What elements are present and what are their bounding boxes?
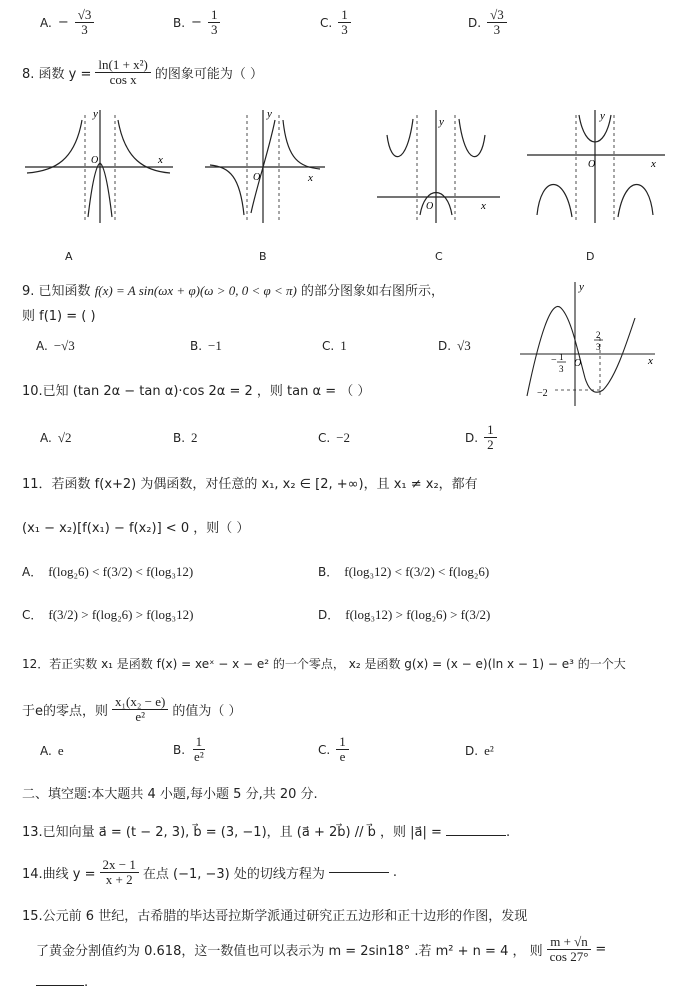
q8-graph-d [527, 110, 665, 223]
q12-stem-line2: 于e的零点，则 $\frac{\text{x₁(x₂ − e)}}{\text{e²}}$ 的值为（ ） [22, 694, 242, 725]
q12-stem-line1: 12．若正实数 x₁ 是函数 f(x) = xeˣ − x − e² 的一个零点， x₂ 是函数 g(x) = (x − e)(ln x − 1) − e³ 的一个大 [22, 657, 626, 671]
q11-stem-line2: (x₁ − x₂)[f(x₁) − f(x₂)] < 0 ，则（ ） [22, 521, 250, 536]
svg-text:−: − [551, 355, 557, 366]
q8-graph-c-origin: O [426, 201, 434, 212]
q9-stem-line1: 9. 已知函数 f(x) = A sin(ωx + φ)(ω > 0, 0 < φ < π) 的部分图象如右图所示， [22, 283, 444, 299]
q14-stem: 14.曲线 y = $\frac{2x - 1}{x + 2}$ 在点 (−1, −3) 处的切线方程为 . [22, 857, 398, 888]
q8-graph-a-y-label: y [93, 108, 98, 120]
q9-graph-y-label: y [579, 281, 584, 293]
q8-stem: 8. 函数 y = $\frac{\text{ln(1 + x²)}}{\text{cos x}}$ 的图象可能为（ ） [22, 57, 264, 88]
q8-graph-a [25, 110, 173, 223]
q10-option-c: C. −2 [318, 430, 351, 445]
q10-stem: 10.已知 (tan 2α − tan α)·cos 2α = 2 ，则 tan α = （ ） [22, 384, 371, 399]
q8-label-a: A [65, 250, 73, 263]
q9-graph-origin: O [574, 358, 582, 369]
q7-option-a: A. − $\frac{√3}{3}$ [40, 8, 94, 38]
q8-label-c: C [435, 250, 443, 263]
q8-graphs [15, 105, 693, 225]
section-2-heading: 二、填空题:本大题共 4 小题,每小题 5 分,共 20 分. [22, 787, 318, 802]
q11-option-b: B． f(log₃12) < f(3/2) < f(log₂6) [318, 563, 490, 579]
q15-stem-line1: 15.公元前 6 世纪，古希腊的毕达哥拉斯学派通过研究正五边形和正十边形的作图，发现 [22, 909, 528, 924]
q8-graph-a-origin: O [91, 155, 99, 166]
q12-option-b: B. $\frac{1}{\text{e²}}$ [173, 734, 204, 765]
q10-option-a: A. √2 [40, 430, 72, 445]
q9-option-d: D. √3 [438, 338, 471, 353]
q8-graph-b [205, 110, 325, 223]
q12-option-a: A. e [40, 743, 64, 758]
q11-option-d: D． f(log₃12) > f(log₂6) > f(3/2) [318, 606, 491, 622]
q9-option-b: B. −1 [190, 338, 222, 353]
q8-graph-d-origin: O [588, 159, 596, 170]
q8-graph-c-x-label: x [481, 200, 486, 212]
q11-option-a: A． f(log₂6) < f(3/2) < f(log₃12) [22, 563, 194, 579]
q9-graph-tick-neg-num: 1 [559, 352, 564, 362]
q11-stem-line1: 11．若函数 f(x+2) 为偶函数，对任意的 x₁, x₂ ∈ [2, +∞)，且 x₁ ≠ x₂，都有 [22, 477, 478, 492]
q13-stem: 13.已知向量 a⃗ = (t − 2, 3), b⃗ = (3, −1)，且 (a⃗ + 2b⃗) // b⃗ ，则 |a⃗| = . [22, 825, 511, 840]
q8-graph-d-y-label: y [600, 110, 605, 122]
q8-label-b: B [259, 250, 267, 263]
q10-option-d: D. $\frac{1}{2}$ [465, 423, 497, 453]
q8-graph-d-x-label: x [651, 158, 656, 170]
q8-graph-b-origin: O [253, 172, 261, 183]
q8-graph-c-y-label: y [439, 116, 444, 128]
q9-graph [515, 278, 665, 408]
q8-graph-b-y-label: y [267, 108, 272, 120]
q9-graph-min-label: −2 [537, 388, 548, 399]
q9-graph-tick-pos-den: 3 [596, 342, 601, 352]
q15-answer-line: . [36, 975, 88, 990]
q11-option-c: C． f(3/2) > f(log₂6) > f(log₃12) [22, 606, 194, 622]
q12-option-c: C. $\frac{1}{e}$ [318, 735, 349, 765]
q8-label-d: D [586, 250, 595, 263]
q9-graph-x-label: x [648, 355, 653, 367]
q7-option-d: D. $\frac{√3}{3}$ [468, 8, 507, 38]
q10-option-b: B. 2 [173, 430, 198, 445]
q9-option-c: C. 1 [322, 338, 347, 353]
q8-graph-a-x-label: x [158, 154, 163, 166]
q9-option-a: A. −√3 [36, 338, 75, 353]
q9-graph-tick-neg-den: 3 [559, 364, 564, 374]
q7-option-b: B. − $\frac{1}{3}$ [173, 8, 220, 38]
q15-answer-blank[interactable] [36, 985, 84, 986]
q12-option-d: D. e² [465, 743, 494, 758]
q13-answer-blank[interactable] [446, 835, 506, 836]
q9-graph-tick-pos-num: 2 [596, 330, 601, 340]
q14-answer-blank[interactable] [329, 872, 389, 873]
q7-option-c: C. $\frac{1}{3}$ [320, 8, 351, 38]
q8-graph-b-x-label: x [308, 172, 313, 184]
q9-stem-line2: 则 f(1) = ( ) [22, 309, 96, 324]
q15-stem-line2: 了黄金分割值约为 0.618，这一数值也可以表示为 m = 2sin18° .若 m² + n = 4 ， 则 $\frac{m + √n}{\cos 27^\circ}$ = [36, 934, 607, 965]
